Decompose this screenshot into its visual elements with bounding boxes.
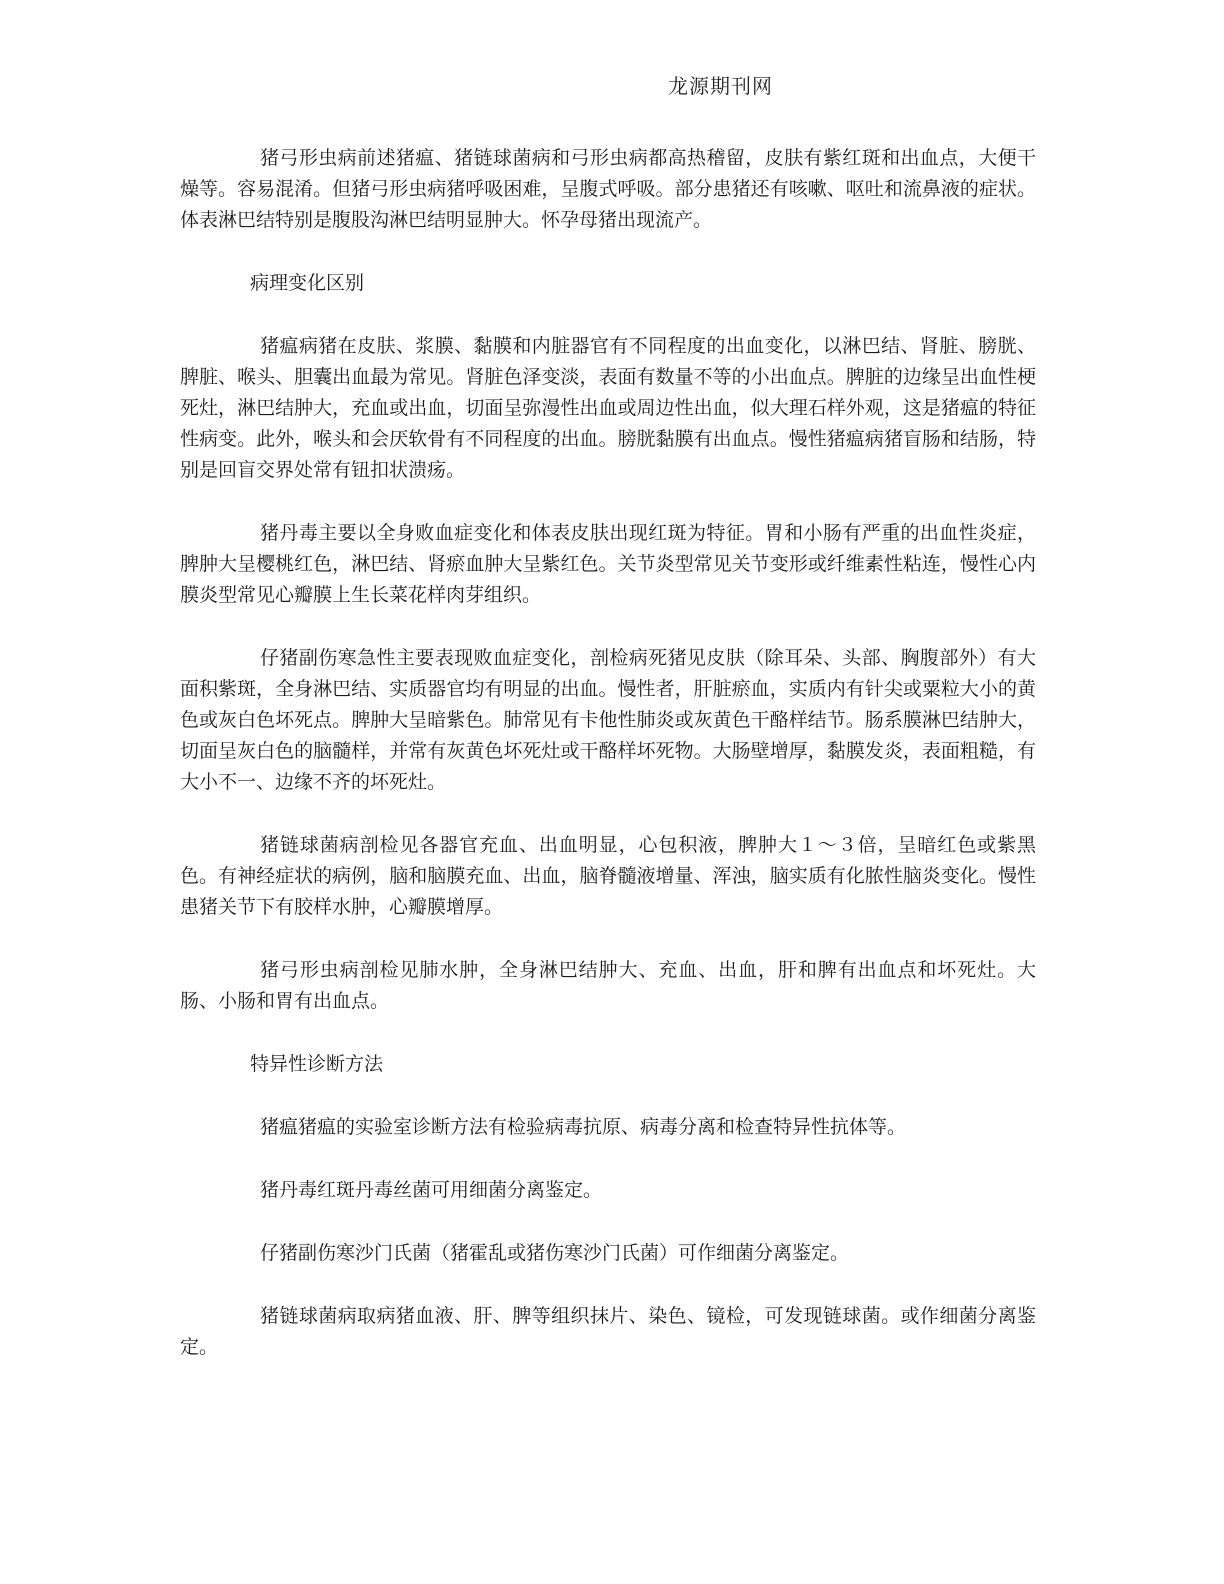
paragraph-toxoplasmosis-symptoms: 猪弓形虫病前述猪瘟、猪链球菌病和弓形虫病都高热稽留，皮肤有紫红斑和出血点，大便干燥等。容易混淆。但猪弓形虫病猪呼吸困难，呈腹式呼吸。部分患猪还有咳嗽、呕吐和流鼻液的症状。体表淋巴结特别是腹股沟淋巴结明显肿大。怀孕母猪出现流产。 <box>180 147 1036 231</box>
paragraph-swine-fever-pathology: 猪瘟病猪在皮肤、浆膜、黏膜和内脏器官有不同程度的出血变化，以淋巴结、肾脏、膀胱、脾脏、喉头、胆囊出血最为常见。肾脏色泽变淡，表面有数量不等的小出血点。脾脏的边缘呈出血性梗死灶，淋巴结肿大，充血或出血，切面呈弥漫性出血或周边性出血，似大理石样外观，这是猪瘟的特征性病变。此外，喉头和会厌软骨有不同程度的出血。膀胱黏膜有出血点。慢性猪瘟病猪盲肠和结肠，特别是回盲交界处常有钮扣状溃疡。 <box>180 335 1036 481</box>
paragraph-streptococcus-diagnosis: 猪链球菌病取病猪血液、肝、脾等组织抹片、染色、镜检，可发现链球菌。或作细菌分离鉴定。 <box>180 1305 1036 1358</box>
document-body <box>180 143 1036 1395</box>
section-heading-diagnosis: 特异性诊断方法 <box>250 1053 384 1075</box>
page-header-title: 龙源期刊网 <box>668 74 773 98</box>
paragraph-streptococcus-pathology: 猪链球菌病剖检见各器官充血、出血明显，心包积液，脾肿大１～３倍，呈暗红色或紫黑色。有神经症状的病例，脑和脑膜充血、出血，脑脊髓液增量、浑浊，脑实质有化脓性脑炎变化。慢性患猪关节下有胶样水肿，心瓣膜增厚。 <box>180 834 1036 918</box>
paragraph-paratyphoid-diagnosis: 仔猪副伤寒沙门氏菌（猪霍乱或猪伤寒沙门氏菌）可作细菌分离鉴定。 <box>260 1242 850 1264</box>
paragraph-toxoplasmosis-pathology: 猪弓形虫病剖检见肺水肿，全身淋巴结肿大、充血、出血，肝和脾有出血点和坏死灶。大肠、小肠和胃有出血点。 <box>180 959 1036 1012</box>
paragraph-erysipelas-diagnosis: 猪丹毒红斑丹毒丝菌可用细菌分离鉴定。 <box>260 1179 603 1201</box>
paragraph-erysipelas-pathology: 猪丹毒主要以全身败血症变化和体表皮肤出现红斑为特征。胃和小肠有严重的出血性炎症，脾肿大呈樱桃红色，淋巴结、肾瘀血肿大呈紫红色。关节炎型常见关节变形或纤维素性粘连，慢性心内膜炎型常见心瓣膜上生长菜花样肉芽组织。 <box>180 522 1036 606</box>
paragraph-swine-fever-diagnosis: 猪瘟猪瘟的实验室诊断方法有检验病毒抗原、病毒分离和检查特异性抗体等。 <box>260 1116 907 1138</box>
section-heading-pathology: 病理变化区别 <box>250 272 365 294</box>
paragraph-paratyphoid-pathology: 仔猪副伤寒急性主要表现败血症变化，剖检病死猪见皮肤（除耳朵、头部、胸腹部外）有大面积紫斑，全身淋巴结、实质器官均有明显的出血。慢性者，肝脏瘀血，实质内有针尖或粟粒大小的黄色或灰白色坏死点。脾肿大呈暗紫色。肺常见有卡他性肺炎或灰黄色干酪样结节。肠系膜淋巴结肿大，切面呈灰白色的脑髓样，并常有灰黄色坏死灶或干酪样坏死物。大肠壁增厚，黏膜发炎，表面粗糙，有大小不一、边缘不齐的坏死灶。 <box>180 647 1036 793</box>
